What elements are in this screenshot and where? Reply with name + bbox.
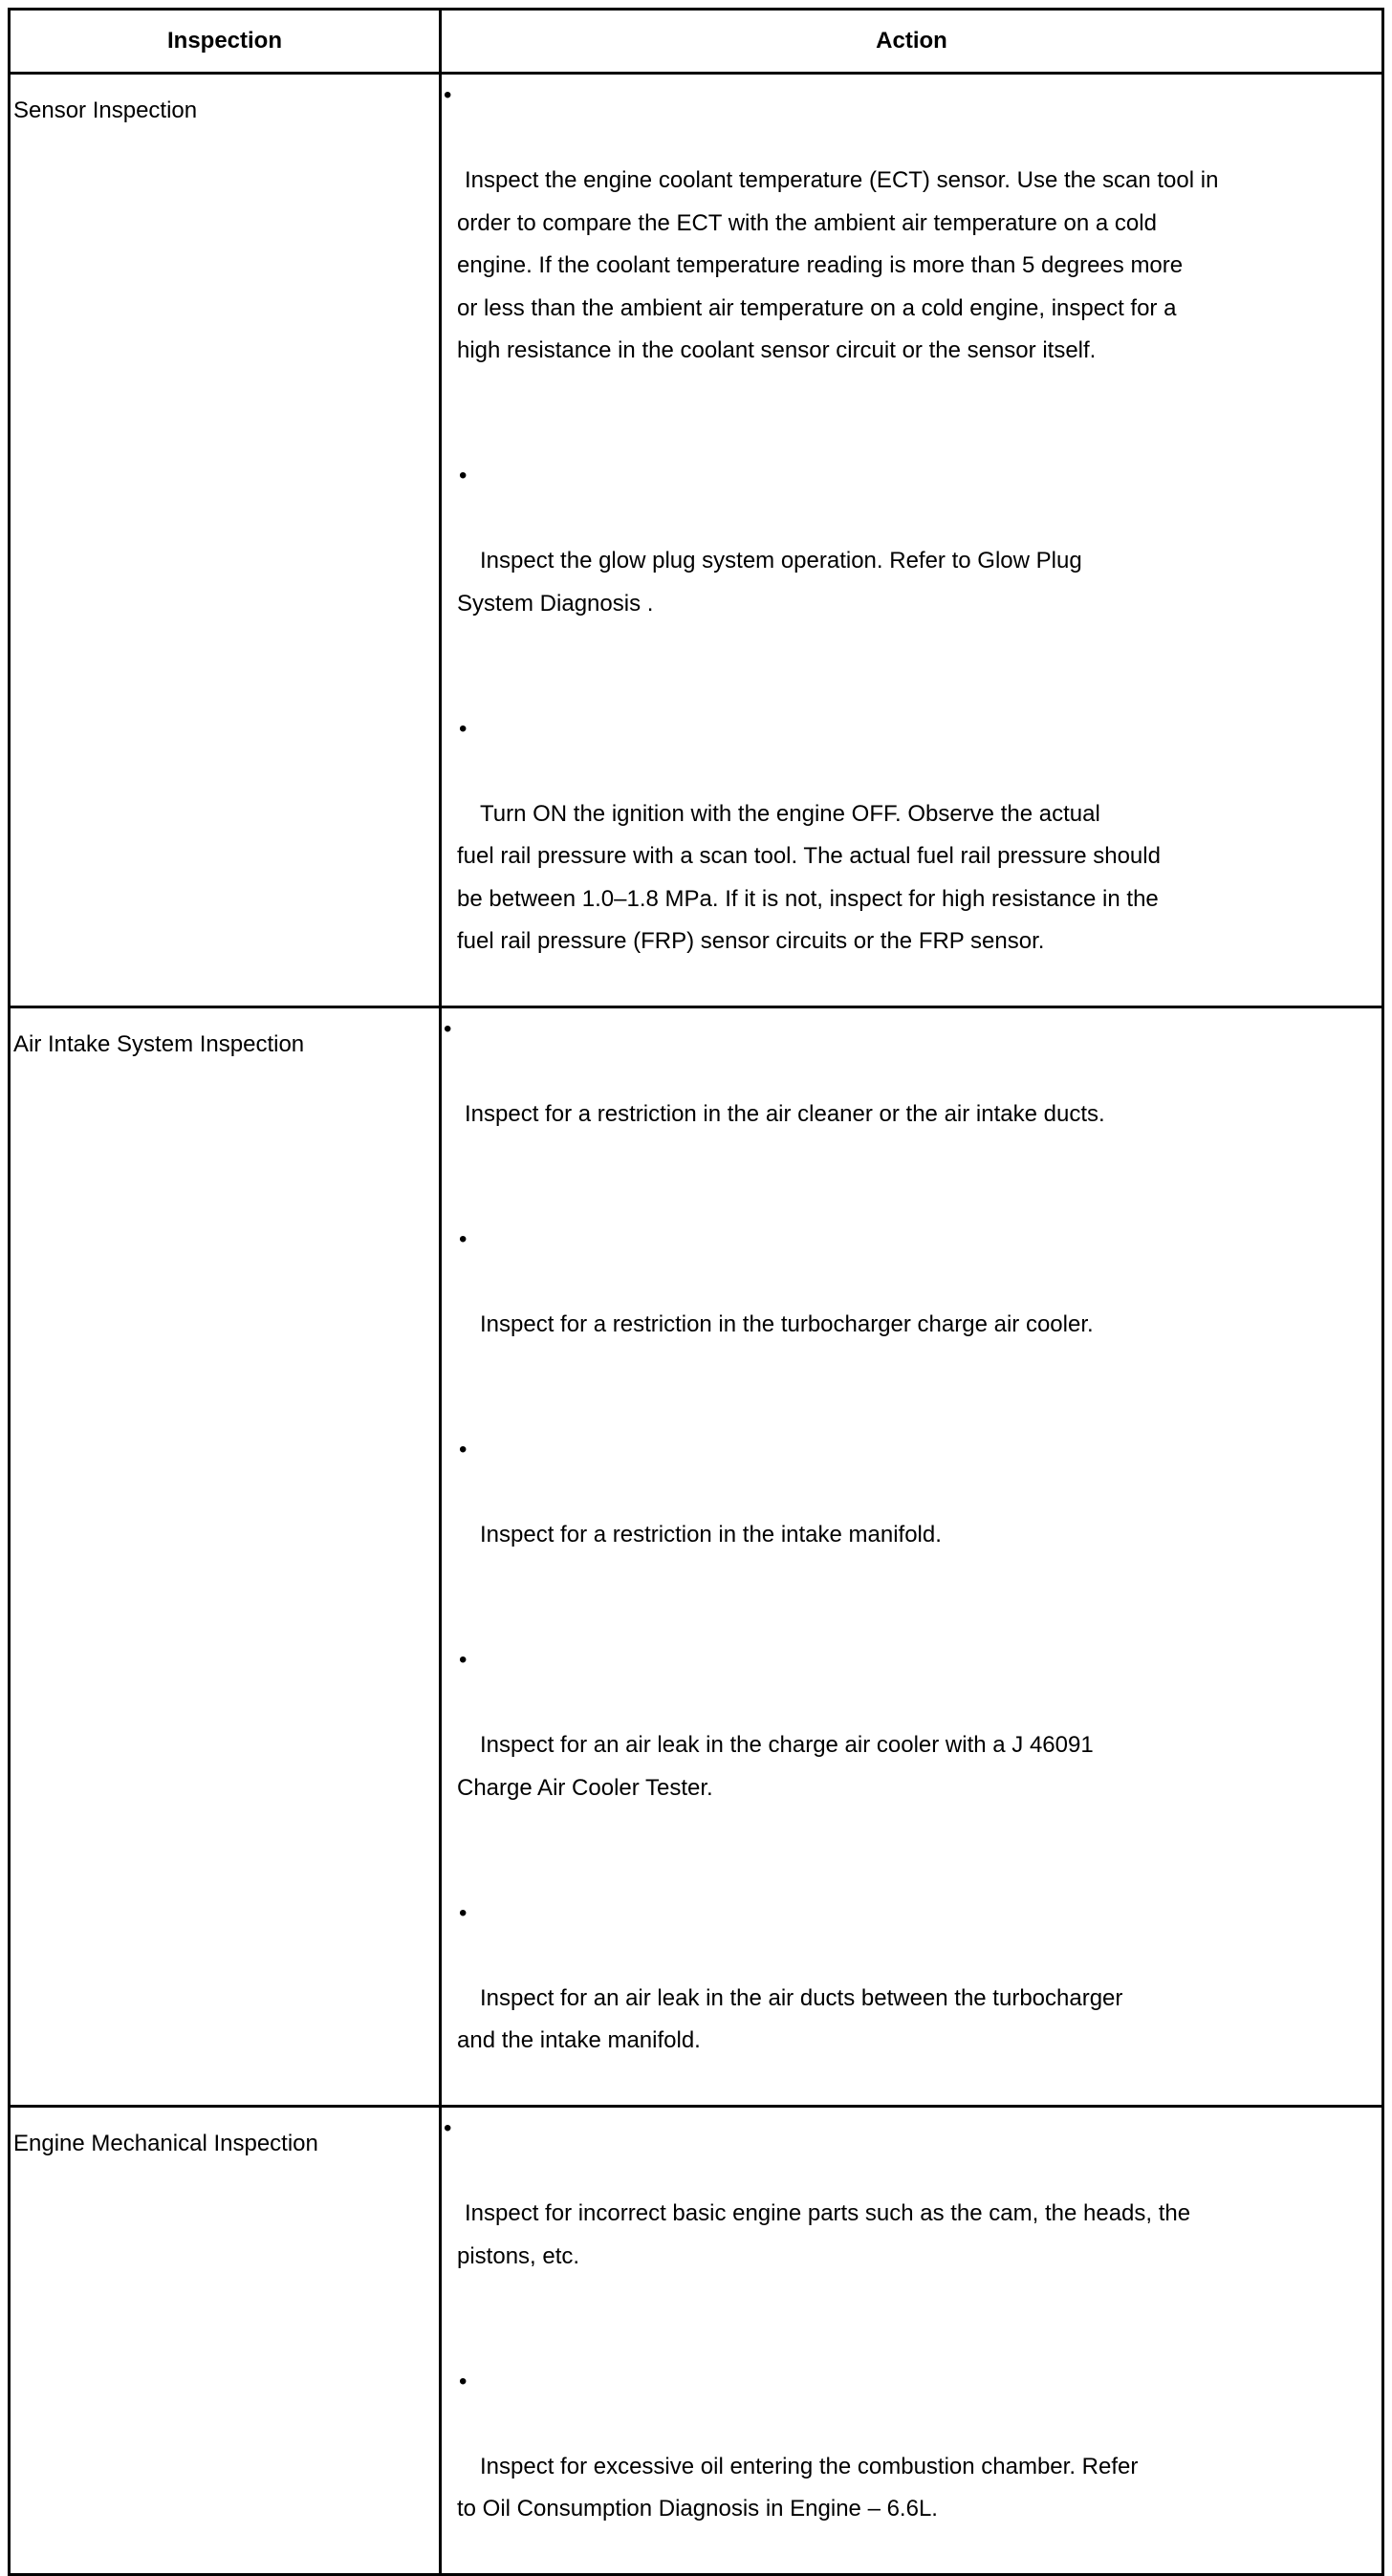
inspection-cell	[10, 2107, 441, 2575]
action-bullet	[442, 455, 1381, 668]
action-text: Inspect for an air leak in the air ducts between the turbocharger and the intake manifold.	[457, 1984, 1123, 2053]
inspection-label: Sensor Inspection	[13, 97, 198, 123]
action-text: Turn ON the ignition with the engine OFF. Observe the actual fuel rail pressure with a scan tool. The actual fuel rail pressure should be between 1.0–1.8 MPa. If it is not, inspect for high resistance in the fuel rail pressure (FRP) sensor circuits or the FRP sensor.	[457, 800, 1161, 954]
action-text: Inspect for excessive oil entering the combustion chamber. Refer to Oil Consumption Diagnosis in Engine – 6.6L.	[457, 2453, 1139, 2522]
bullet-icon: •	[459, 1226, 468, 1252]
inspection-label: Engine Mechanical Inspection	[13, 2131, 318, 2156]
action-bullet	[442, 1429, 1381, 1599]
bullet-icon: •	[459, 463, 468, 488]
action-bullet	[442, 75, 1381, 415]
action-bullet	[442, 2361, 1381, 2574]
action-cell	[441, 74, 1383, 1007]
action-text: Inspect the glow plug system operation. Refer to Glow Plug System Diagnosis .	[457, 548, 1082, 617]
action-cell	[441, 2107, 1383, 2575]
table-row	[10, 74, 1383, 1007]
bullet-icon: •	[459, 2368, 468, 2394]
header-row	[10, 10, 1383, 74]
action-text: Inspect for a restriction in the turbocharger charge air cooler.	[480, 1311, 1094, 1337]
bullet-icon: •	[459, 1899, 468, 1926]
action-text: Inspect for a restriction in the intake manifold.	[480, 1522, 942, 1548]
inspection-cell	[10, 74, 441, 1007]
action-bullet	[442, 1893, 1381, 2106]
bullet-icon: •	[444, 1016, 452, 1042]
inspection-table	[8, 8, 1384, 2576]
action-bullet	[442, 2108, 1381, 2321]
action-bullet	[442, 1008, 1381, 1179]
bullet-icon: •	[459, 1647, 468, 1673]
table-row	[10, 2107, 1383, 2575]
action-text: Inspect for incorrect basic engine parts such as the cam, the heads, the pistons, etc.	[457, 2200, 1191, 2269]
bullet-icon: •	[444, 2115, 452, 2141]
header-action: Action	[441, 10, 1383, 74]
inspection-label: Air Intake System Inspection	[13, 1031, 305, 1057]
action-bullet	[442, 1219, 1381, 1389]
action-text: Inspect for a restriction in the air cleaner or the air intake ducts.	[465, 1101, 1105, 1127]
header-inspection: Inspection	[10, 10, 441, 74]
action-bullet	[442, 1639, 1381, 1852]
bullet-icon: •	[459, 715, 468, 742]
table-row	[10, 1007, 1383, 2107]
action-cell	[441, 1007, 1383, 2107]
bullet-icon: •	[444, 82, 452, 108]
action-text: Inspect for an air leak in the charge air cooler with a J 46091 Charge Air Cooler Tester.	[457, 1732, 1094, 1801]
bullet-icon: •	[459, 1437, 468, 1462]
inspection-cell	[10, 1007, 441, 2107]
action-text: Inspect the engine coolant temperature (ECT) sensor. Use the scan tool in order to compare the ECT with the ambient air temperature on a cold engine. If the coolant temperature reading is more than 5 degrees more or less than the ambient air temperature on a cold engine, inspect for a high resistance in the coolant sensor circuit or the sensor itself.	[457, 167, 1219, 363]
action-bullet	[442, 708, 1381, 1007]
